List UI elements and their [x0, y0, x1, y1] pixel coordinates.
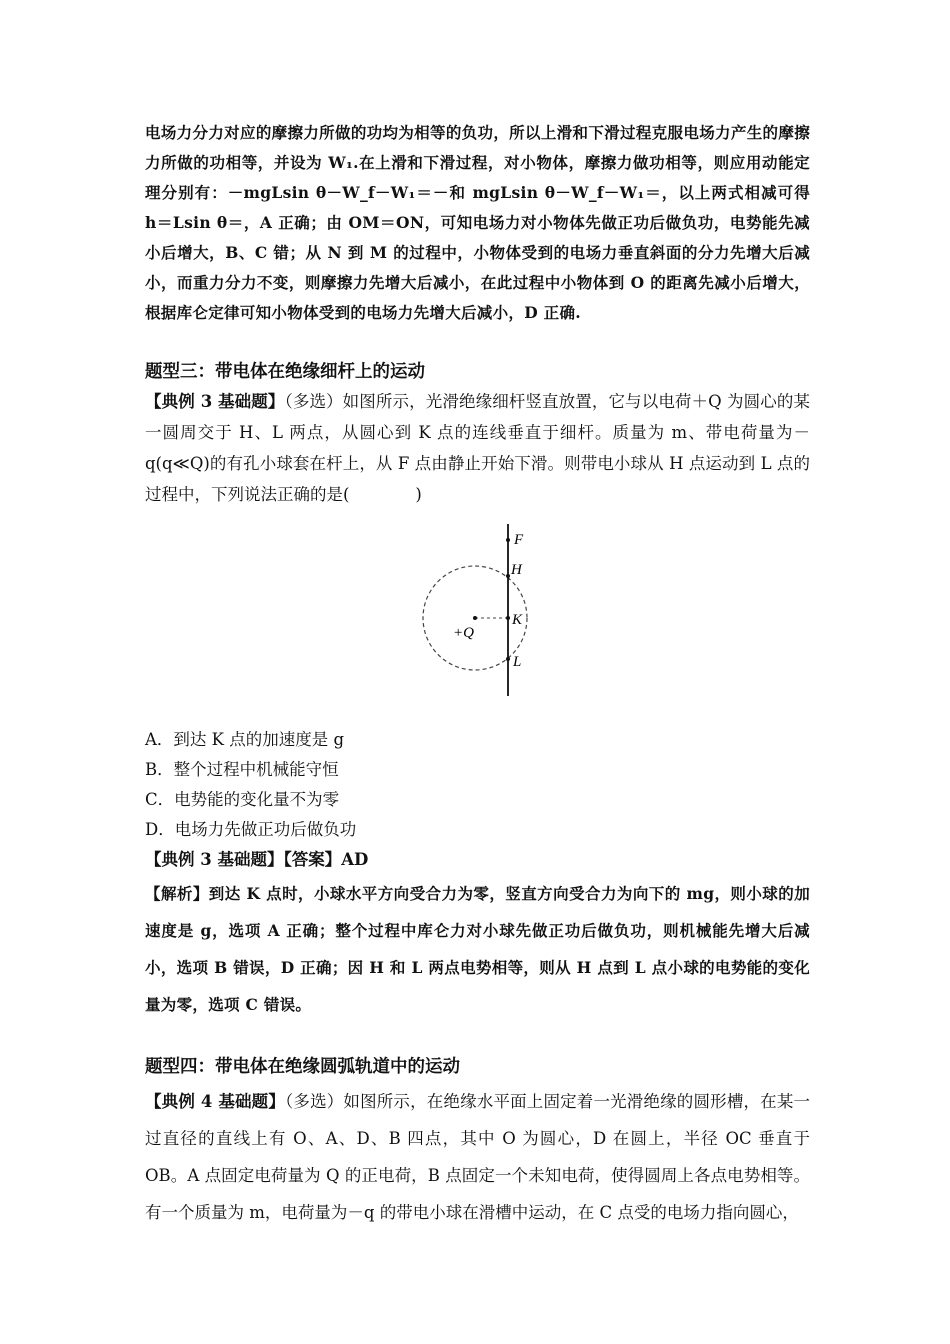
label-f: F — [514, 532, 524, 548]
section4-example-text: （多选）如图所示，在绝缘水平面上固定着一光滑绝缘的圆形槽，在某一过直径的直线上有 O、A、D、B 四点，其中 O 为圆心，D 在圆上，半径 OC 垂直于 OB。A 点固定电荷量为 Q 的正电荷，B 点固定一个未知电荷，使得圆周上各点电势相等。有一个质量为 m，电荷量为－q 的带电小球在滑槽中运动，在 C 点受的电场力指向圆心， — [145, 1092, 810, 1222]
rod-circle-diagram — [415, 520, 545, 700]
point-f — [506, 538, 510, 542]
option-d: D．电场力先做正功后做负功 — [145, 820, 357, 839]
section3-answer: 【典例 3 基础题】【答案】AD — [145, 850, 369, 869]
explanation-text: 到达 K 点时，小球水平方向受合力为零，竖直方向受合力为向下的 mg，则小球的加速度是 g，选项 A 正确；整个过程中库仑力对小球先做正功后做负功，则机械能先增大后减小，选项 B 错误，D 正确；因 H 和 L 两点电势相等，则从 H 点到 L 点小球的电势能的变化量为零，选项 C 错误。 — [145, 884, 810, 1014]
label-h: H — [511, 562, 522, 578]
option-c: C．电势能的变化量不为零 — [145, 790, 340, 809]
option-b: B．整个过程中机械能守恒 — [145, 760, 339, 779]
point-h — [506, 574, 510, 578]
section3-example-tag: 【典例 3 基础题】 — [145, 392, 285, 411]
rod-circle-figure — [145, 520, 810, 725]
center-point — [473, 616, 477, 620]
section3-example — [145, 386, 810, 510]
label-q: +Q — [453, 625, 474, 641]
section4-title: 题型四：带电体在绝缘圆弧轨道中的运动 — [145, 1057, 460, 1077]
section3-explanation — [145, 875, 810, 1023]
label-k: K — [512, 612, 523, 628]
section3-title: 题型三：带电体在绝缘细杆上的运动 — [145, 362, 425, 382]
option-a: A．到达 K 点的加速度是 g — [145, 730, 345, 749]
intro-paragraph: 电场力分力对应的摩擦力所做的功均为相等的负功，所以上滑和下滑过程克服电场力产生的摩擦力所做的功相等，并设为 W₁.在上滑和下滑过程，对小物体，摩擦力做功相等，则应用动能定理分别有：－mgLsin θ－W_f－W₁＝－和 mgLsin θ－W_f－W₁＝，以上两式相减可得 h＝Lsin θ＝，A 正确；由 OM＝ON，可知电场力对小物体先做正功后做负功，电势能先减小后增大，B、C 错；从 N 到 M 的过程中，小物体受到的电场力垂直斜面的分力先增大后减小，而重力分力不变，则摩擦力先增大后减小，在此过程中小物体到 O 的距离先减小后增大，根据库仑定律可知小物体受到的电场力先增大后减小，D 正确. — [145, 123, 810, 322]
explanation-tag: 【解析】 — [145, 884, 209, 903]
section4-example-tag: 【典例 4 基础题】 — [145, 1092, 285, 1111]
section3-example-text: （多选）如图所示，光滑绝缘细杆竖直放置，它与以电荷＋Q 为圆心的某一圆周交于 H、L 两点，从圆心到 K 点的连线垂直于细杆。质量为 m、带电荷量为－q(q≪Q)的有孔小球套在杆上，从 F 点由静止开始下滑。则带电小球从 H 点运动到 L 点的过程中，下列说法正确的是( ) — [145, 392, 810, 504]
section4-example — [145, 1083, 810, 1231]
point-l — [506, 657, 510, 661]
label-l: L — [513, 654, 522, 670]
point-k — [506, 616, 510, 620]
document-page — [145, 118, 810, 1231]
